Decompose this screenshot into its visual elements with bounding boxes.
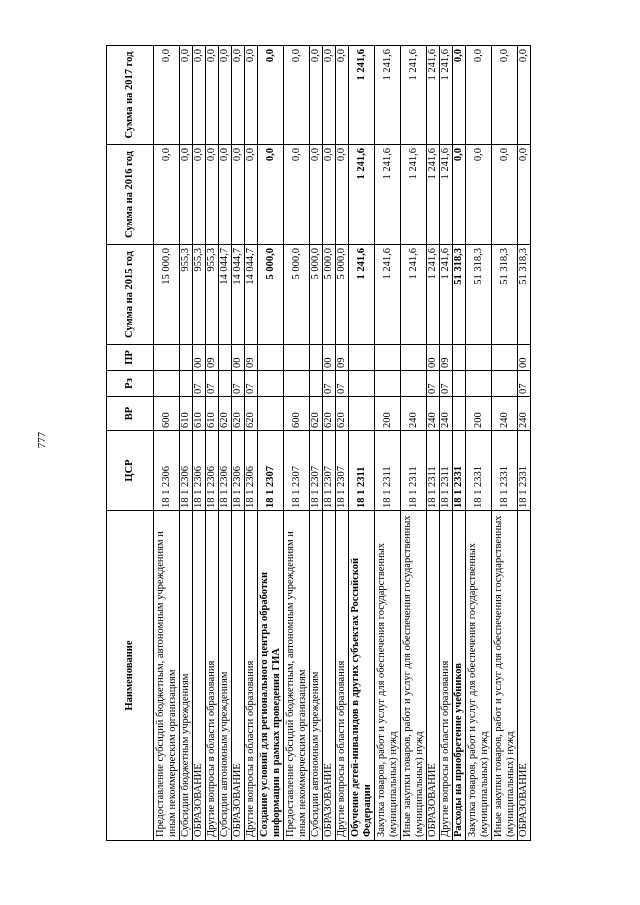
cell-name: Другие вопросы в области образования xyxy=(440,511,453,841)
cell-sum-2016: 0,0 xyxy=(245,145,258,245)
header-csr: ЦСР xyxy=(107,431,154,511)
cell-pr xyxy=(349,345,375,371)
cell-sum-2017: 0,0 xyxy=(193,46,206,145)
table-row xyxy=(206,46,219,841)
cell-name: ОБРАЗОВАНИЕ xyxy=(323,511,336,841)
cell-sum-2017: 0,0 xyxy=(336,46,349,145)
table-row xyxy=(258,46,284,841)
cell-vr: 200 xyxy=(466,397,492,431)
cell-rz: 07 xyxy=(440,371,453,397)
cell-sum-2016: 0,0 xyxy=(258,145,284,245)
cell-sum-2015: 955,3 xyxy=(180,245,193,345)
cell-vr: 620 xyxy=(219,397,232,431)
cell-sum-2017: 0,0 xyxy=(219,46,232,145)
cell-sum-2017: 1 241,6 xyxy=(427,46,440,145)
cell-sum-2016: 1 241,6 xyxy=(375,145,401,245)
cell-name: Иные закупки товаров, работ и услуг для обеспечения государственных (муниципальных) нужд xyxy=(401,511,427,841)
cell-vr xyxy=(258,397,284,431)
cell-vr: 240 xyxy=(518,397,531,431)
cell-csr: 18 1 2331 xyxy=(453,431,466,511)
cell-name: ОБРАЗОВАНИЕ xyxy=(427,511,440,841)
cell-sum-2015: 51 318,3 xyxy=(466,245,492,345)
cell-rz xyxy=(401,371,427,397)
cell-rz xyxy=(154,371,180,397)
cell-rz xyxy=(492,371,518,397)
cell-sum-2017: 0,0 xyxy=(232,46,245,145)
cell-name: Субсидии бюджетным учреждениям xyxy=(180,511,193,841)
cell-pr: 09 xyxy=(440,345,453,371)
cell-name: ОБРАЗОВАНИЕ xyxy=(232,511,245,841)
table-row xyxy=(453,46,466,841)
cell-sum-2017: 1 241,6 xyxy=(375,46,401,145)
cell-sum-2016: 0,0 xyxy=(284,145,310,245)
cell-sum-2017: 0,0 xyxy=(310,46,323,145)
header-name: Наименование xyxy=(107,511,154,841)
table-row xyxy=(310,46,323,841)
cell-name: ОБРАЗОВАНИЕ xyxy=(193,511,206,841)
cell-sum-2016: 0,0 xyxy=(193,145,206,245)
cell-pr: 00 xyxy=(427,345,440,371)
table-row xyxy=(349,46,375,841)
cell-rz xyxy=(375,371,401,397)
cell-rz: 07 xyxy=(245,371,258,397)
cell-sum-2015: 1 241,6 xyxy=(427,245,440,345)
table-row xyxy=(440,46,453,841)
cell-rz xyxy=(258,371,284,397)
cell-rz xyxy=(453,371,466,397)
cell-sum-2016: 1 241,6 xyxy=(349,145,375,245)
cell-sum-2017: 0,0 xyxy=(453,46,466,145)
cell-sum-2015: 5 000,0 xyxy=(323,245,336,345)
cell-vr: 620 xyxy=(336,397,349,431)
table-row xyxy=(466,46,492,841)
cell-rz xyxy=(466,371,492,397)
cell-rz xyxy=(284,371,310,397)
cell-rz: 07 xyxy=(336,371,349,397)
cell-pr xyxy=(466,345,492,371)
rotated-page-content xyxy=(106,46,555,841)
cell-pr: 00 xyxy=(232,345,245,371)
cell-vr: 610 xyxy=(193,397,206,431)
cell-sum-2017: 0,0 xyxy=(323,46,336,145)
table-row xyxy=(518,46,531,841)
cell-sum-2016: 1 241,6 xyxy=(427,145,440,245)
cell-sum-2015: 1 241,6 xyxy=(349,245,375,345)
cell-vr: 620 xyxy=(310,397,323,431)
cell-name: Другие вопросы в области образования xyxy=(336,511,349,841)
cell-vr: 240 xyxy=(440,397,453,431)
cell-sum-2016: 1 241,6 xyxy=(401,145,427,245)
table-body xyxy=(154,46,531,841)
cell-csr: 18 1 2331 xyxy=(518,431,531,511)
cell-csr: 18 1 2306 xyxy=(206,431,219,511)
cell-vr: 200 xyxy=(375,397,401,431)
cell-pr xyxy=(219,345,232,371)
cell-pr: 09 xyxy=(245,345,258,371)
cell-vr: 600 xyxy=(284,397,310,431)
cell-pr: 09 xyxy=(336,345,349,371)
table-row xyxy=(336,46,349,841)
cell-sum-2015: 51 318,3 xyxy=(518,245,531,345)
cell-sum-2015: 14 044,7 xyxy=(245,245,258,345)
cell-csr: 18 1 2307 xyxy=(258,431,284,511)
cell-sum-2016: 0,0 xyxy=(466,145,492,245)
cell-vr: 600 xyxy=(154,397,180,431)
cell-sum-2015: 51 318,3 xyxy=(453,245,466,345)
cell-rz xyxy=(180,371,193,397)
cell-name: Другие вопросы в области образования xyxy=(245,511,258,841)
cell-sum-2017: 1 241,6 xyxy=(401,46,427,145)
table-row xyxy=(232,46,245,841)
table-row xyxy=(323,46,336,841)
cell-pr xyxy=(154,345,180,371)
cell-csr: 18 1 2331 xyxy=(492,431,518,511)
cell-sum-2016: 0,0 xyxy=(154,145,180,245)
cell-sum-2016: 1 241,6 xyxy=(440,145,453,245)
cell-rz: 07 xyxy=(193,371,206,397)
cell-name: Другие вопросы в области образования xyxy=(206,511,219,841)
cell-csr: 18 1 2307 xyxy=(323,431,336,511)
cell-vr xyxy=(453,397,466,431)
cell-pr xyxy=(258,345,284,371)
cell-sum-2015: 955,3 xyxy=(206,245,219,345)
cell-vr: 240 xyxy=(427,397,440,431)
cell-pr xyxy=(180,345,193,371)
cell-vr: 610 xyxy=(180,397,193,431)
cell-rz: 07 xyxy=(232,371,245,397)
cell-pr xyxy=(284,345,310,371)
table-row xyxy=(245,46,258,841)
table-header-row xyxy=(107,46,154,841)
cell-pr xyxy=(310,345,323,371)
cell-name: Предоставление субсидий бюджетным, автономным учреждениям и иным некоммерческим организациям xyxy=(284,511,310,841)
cell-sum-2015: 14 044,7 xyxy=(232,245,245,345)
cell-vr xyxy=(349,397,375,431)
cell-sum-2016: 0,0 xyxy=(492,145,518,245)
cell-pr: 00 xyxy=(323,345,336,371)
page-number: 777 xyxy=(36,431,48,449)
cell-name: Иные закупки товаров, работ и услуг для обеспечения государственных (муниципальных) нужд xyxy=(492,511,518,841)
cell-name: Субсидии автономным учреждениям xyxy=(310,511,323,841)
cell-rz: 07 xyxy=(427,371,440,397)
cell-sum-2017: 0,0 xyxy=(492,46,518,145)
table-row xyxy=(193,46,206,841)
cell-sum-2015: 5 000,0 xyxy=(284,245,310,345)
header-rz: Рз xyxy=(107,371,154,397)
cell-sum-2016: 0,0 xyxy=(453,145,466,245)
cell-name: Субсидии автономным учреждениям xyxy=(219,511,232,841)
cell-sum-2016: 0,0 xyxy=(219,145,232,245)
cell-csr: 18 1 2307 xyxy=(336,431,349,511)
cell-sum-2017: 0,0 xyxy=(284,46,310,145)
cell-rz: 07 xyxy=(518,371,531,397)
cell-csr: 18 1 2306 xyxy=(232,431,245,511)
cell-sum-2016: 0,0 xyxy=(206,145,219,245)
cell-csr: 18 1 2306 xyxy=(219,431,232,511)
cell-rz: 07 xyxy=(206,371,219,397)
cell-csr: 18 1 2311 xyxy=(427,431,440,511)
table-row xyxy=(375,46,401,841)
cell-sum-2017: 1 241,6 xyxy=(349,46,375,145)
table-row xyxy=(427,46,440,841)
cell-vr: 620 xyxy=(323,397,336,431)
table-row xyxy=(219,46,232,841)
cell-pr: 00 xyxy=(193,345,206,371)
cell-sum-2017: 0,0 xyxy=(206,46,219,145)
cell-sum-2016: 0,0 xyxy=(180,145,193,245)
cell-sum-2015: 955,3 xyxy=(193,245,206,345)
cell-sum-2015: 15 000,0 xyxy=(154,245,180,345)
cell-sum-2017: 0,0 xyxy=(258,46,284,145)
cell-sum-2015: 1 241,6 xyxy=(375,245,401,345)
cell-name: Предоставление субсидий бюджетным, автономным учреждениям и иным некоммерческим организациям xyxy=(154,511,180,841)
cell-pr: 00 xyxy=(518,345,531,371)
table-row xyxy=(154,46,180,841)
cell-vr: 240 xyxy=(401,397,427,431)
cell-sum-2017: 0,0 xyxy=(154,46,180,145)
cell-pr xyxy=(492,345,518,371)
header-pr: ПР xyxy=(107,345,154,371)
cell-rz xyxy=(310,371,323,397)
cell-pr xyxy=(375,345,401,371)
cell-vr: 620 xyxy=(232,397,245,431)
cell-name: Расходы на приобретение учебников xyxy=(453,511,466,841)
cell-pr xyxy=(401,345,427,371)
cell-vr: 610 xyxy=(206,397,219,431)
cell-rz: 07 xyxy=(323,371,336,397)
cell-rz xyxy=(349,371,375,397)
cell-sum-2017: 0,0 xyxy=(466,46,492,145)
cell-csr: 18 1 2331 xyxy=(466,431,492,511)
cell-name: Закупка товаров, работ и услуг для обеспечения государственных (муниципальных) нужд xyxy=(466,511,492,841)
cell-sum-2016: 0,0 xyxy=(232,145,245,245)
header-sum-2015: Сумма на 2015 год xyxy=(107,245,154,345)
cell-sum-2016: 0,0 xyxy=(518,145,531,245)
cell-sum-2015: 5 000,0 xyxy=(258,245,284,345)
header-vr: ВР xyxy=(107,397,154,431)
cell-csr: 18 1 2306 xyxy=(193,431,206,511)
cell-sum-2016: 0,0 xyxy=(323,145,336,245)
cell-pr xyxy=(453,345,466,371)
cell-sum-2015: 14 044,7 xyxy=(219,245,232,345)
cell-csr: 18 1 2307 xyxy=(310,431,323,511)
cell-csr: 18 1 2311 xyxy=(440,431,453,511)
cell-csr: 18 1 2306 xyxy=(180,431,193,511)
cell-sum-2017: 1 241,6 xyxy=(440,46,453,145)
cell-vr: 240 xyxy=(492,397,518,431)
cell-sum-2015: 1 241,6 xyxy=(440,245,453,345)
cell-pr: 09 xyxy=(206,345,219,371)
cell-sum-2017: 0,0 xyxy=(518,46,531,145)
cell-csr: 18 1 2307 xyxy=(284,431,310,511)
header-sum-2017: Сумма на 2017 год xyxy=(107,46,154,145)
cell-sum-2015: 5 000,0 xyxy=(310,245,323,345)
cell-csr: 18 1 2311 xyxy=(375,431,401,511)
cell-csr: 18 1 2306 xyxy=(245,431,258,511)
cell-sum-2015: 51 318,3 xyxy=(492,245,518,345)
budget-table xyxy=(106,45,531,841)
cell-sum-2016: 0,0 xyxy=(336,145,349,245)
cell-csr: 18 1 2306 xyxy=(154,431,180,511)
cell-vr: 620 xyxy=(245,397,258,431)
cell-name: ОБРАЗОВАНИЕ xyxy=(518,511,531,841)
table-row xyxy=(284,46,310,841)
cell-csr: 18 1 2311 xyxy=(401,431,427,511)
table-row xyxy=(180,46,193,841)
cell-sum-2016: 0,0 xyxy=(310,145,323,245)
header-sum-2016: Сумма на 2016 год xyxy=(107,145,154,245)
cell-sum-2017: 0,0 xyxy=(245,46,258,145)
cell-csr: 18 1 2311 xyxy=(349,431,375,511)
cell-sum-2015: 5 000,0 xyxy=(336,245,349,345)
cell-rz xyxy=(219,371,232,397)
cell-name: Обучение детей-инвалидов в других субъектах Российской Федерации xyxy=(349,511,375,841)
cell-sum-2017: 0,0 xyxy=(180,46,193,145)
cell-name: Закупка товаров, работ и услуг для обеспечения государственных (муниципальных) нужд xyxy=(375,511,401,841)
cell-sum-2015: 1 241,6 xyxy=(401,245,427,345)
cell-name: Создание условий для регионального центра обработки информации в рамках проведения ГИА xyxy=(258,511,284,841)
table-row xyxy=(401,46,427,841)
table-row xyxy=(492,46,518,841)
